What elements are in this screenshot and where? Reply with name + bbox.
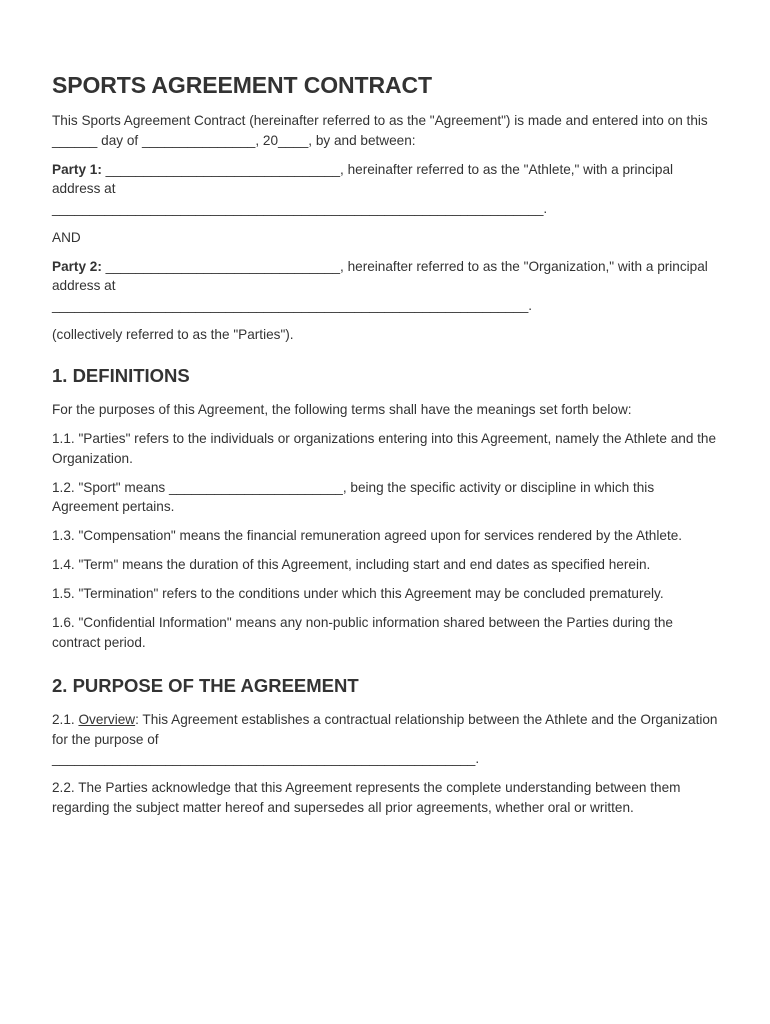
party-1-label: Party 1: — [52, 161, 102, 177]
definition-item: 1.6. "Confidential Information" means any non-public information shared between the Parties during the contract period. — [52, 615, 673, 650]
document-title: SPORTS AGREEMENT CONTRACT — [52, 72, 432, 98]
party-1-paragraph — [52, 160, 720, 219]
document-page — [52, 70, 720, 827]
definitions-heading: 1. DEFINITIONS — [52, 365, 190, 386]
purpose-item-1 — [52, 710, 720, 769]
intro-paragraph: This Sports Agreement Contract (hereinafter referred to as the "Agreement") is made and entered into on this ______ day of _______________, 20____, by and between: — [52, 113, 708, 148]
party-1-address-line: _________________________________________________________________. — [52, 200, 548, 216]
purpose-item-2: 2.2. The Parties acknowledge that this Agreement represents the complete understanding between them regarding the subject matter hereof and supersedes all prior agreements, whether oral or written. — [52, 780, 681, 815]
party-2-paragraph — [52, 257, 720, 316]
purpose-item-1-prefix: 2.1. — [52, 712, 79, 727]
and-text: AND — [52, 229, 81, 245]
purpose-overview-term: Overview — [78, 712, 136, 727]
purpose-heading: 2. PURPOSE OF THE AGREEMENT — [52, 675, 359, 696]
collective-paragraph: (collectively referred to as the "Parties"). — [52, 326, 294, 342]
purpose-item-1-line: ________________________________________________________. — [52, 751, 480, 766]
definition-item: 1.5. "Termination" refers to the conditions under which this Agreement may be concluded prematurely. — [52, 586, 664, 601]
definition-item: 1.3. "Compensation" means the financial remuneration agreed upon for services rendered by the Athlete. — [52, 528, 683, 543]
party-2-label: Party 2: — [52, 258, 102, 274]
definition-item: 1.4. "Term" means the duration of this Agreement, including start and end dates as specified herein. — [52, 557, 651, 572]
party-1-text: _______________________________, hereinafter referred to as the "Athlete," with a principal address at — [52, 161, 674, 196]
definition-item: 1.1. "Parties" refers to the individuals or organizations entering into this Agreement, namely the Athlete and the Organization. — [52, 431, 717, 466]
party-2-text: _______________________________, hereinafter referred to as the "Organization," with a principal address at — [52, 258, 708, 293]
party-2-address-line: _______________________________________________________________. — [52, 297, 533, 313]
definitions-intro: For the purposes of this Agreement, the following terms shall have the meanings set forth below: — [52, 402, 632, 417]
purpose-item-1-text: : This Agreement establishes a contractual relationship between the Athlete and the Organization for the purpose of — [52, 712, 718, 747]
definition-item: 1.2. "Sport" means _______________________, being the specific activity or discipline in which this Agreement pertains. — [52, 479, 655, 514]
